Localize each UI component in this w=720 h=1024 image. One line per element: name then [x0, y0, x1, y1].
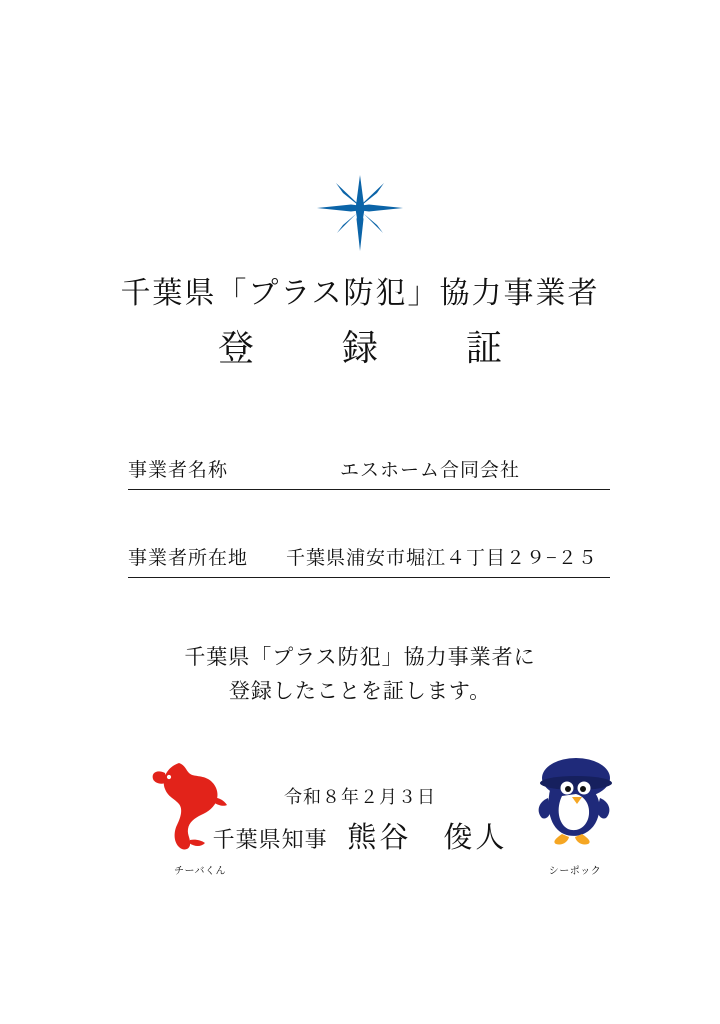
certification-statement [0, 640, 720, 708]
seapok-mascot [520, 750, 630, 877]
signature-line [0, 815, 720, 856]
certification-statement-line-2: 登録したことを証します。 [228, 679, 492, 703]
issue-date: 令和８年２月３日 [284, 787, 436, 807]
certification-statement-line-1: 千葉県「プラス防犯」協力事業者に [184, 645, 536, 669]
field-business-address-label: 事業者所在地 [128, 548, 249, 569]
page-subtitle: 登 録 証 [217, 328, 528, 368]
field-business-name [128, 455, 610, 490]
field-business-name-label: 事業者名称 [128, 460, 229, 481]
field-business-address-value: 千葉県浦安市堀江４丁目２９−２５ [286, 548, 598, 569]
chiba-kun-caption: チーバくん [174, 866, 226, 877]
governor-name: 熊谷 俊人 [347, 822, 508, 854]
emblem [0, 175, 720, 256]
field-business-name-value: エスホーム合同会社 [340, 460, 521, 481]
field-business-address [128, 543, 610, 578]
four-pointed-star-emblem-icon [317, 238, 403, 255]
seapok-caption: シーポック [548, 866, 602, 877]
governor-title: 千葉県知事 [212, 827, 328, 852]
page-title: 千葉県「プラス防犯」協力事業者 [120, 277, 600, 310]
